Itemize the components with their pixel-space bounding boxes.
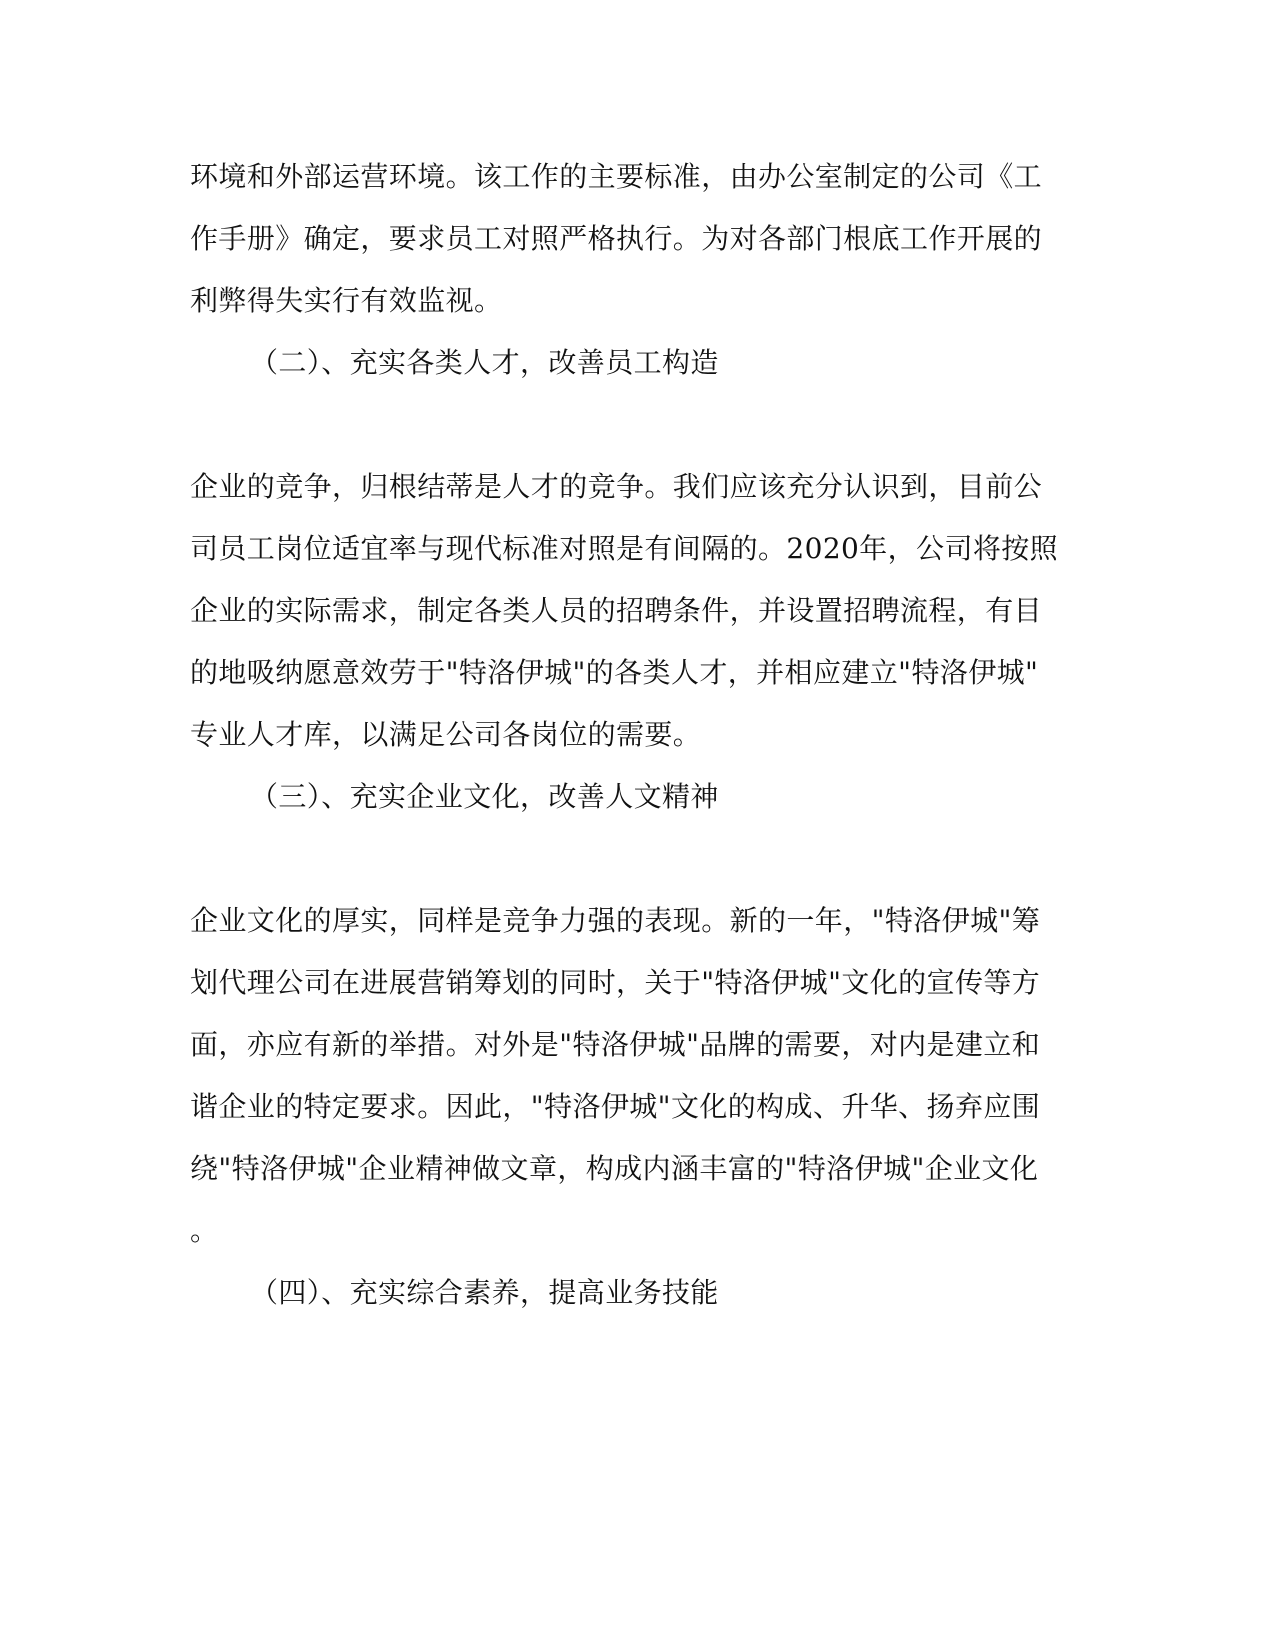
paragraph-line: 绕"特洛伊城"企业精神做文章，构成内涵丰富的"特洛伊城"企业文化 — [190, 1152, 1039, 1185]
paragraph-line: 专业人才库，以满足公司各岗位的需要。 — [190, 718, 702, 751]
paragraph-line: 司员工岗位适宜率与现代标准对照是有间隔的。2020年，公司将按照 — [190, 532, 1059, 565]
paragraph-line: 的地吸纳愿意效劳于"特洛伊城"的各类人才，并相应建立"特洛伊城" — [190, 656, 1039, 689]
section-heading-3: （三）、充实企业文化，改善人文精神 — [250, 780, 719, 813]
paragraph-line: 企业的实际需求，制定各类人员的招聘条件，并设置招聘流程，有目 — [190, 594, 1043, 627]
paragraph-line: 。 — [190, 1214, 219, 1247]
paragraph-line: 利弊得失实行有效监视。 — [190, 284, 503, 317]
section-heading-4: （四）、充实综合素养，提高业务技能 — [250, 1276, 719, 1309]
paragraph-line: 环境和外部运营环境。该工作的主要标准，由办公室制定的公司《工 — [190, 160, 1043, 193]
paragraph-line: 企业文化的厚实，同样是竞争力强的表现。新的一年，"特洛伊城"筹 — [190, 904, 1041, 937]
paragraph-line: 作手册》确定，要求员工对照严格执行。为对各部门根底工作开展的 — [190, 222, 1043, 255]
paragraph-line: 面，亦应有新的举措。对外是"特洛伊城"品牌的需要，对内是建立和 — [190, 1028, 1041, 1061]
paragraph-line: 划代理公司在进展营销筹划的同时，关于"特洛伊城"文化的宣传等方 — [190, 966, 1041, 999]
section-heading-2: （二）、充实各类人才，改善员工构造 — [250, 346, 719, 379]
paragraph-line: 企业的竞争，归根结蒂是人才的竞争。我们应该充分认识到，目前公 — [190, 470, 1043, 503]
paragraph-line: 谐企业的特定要求。因此，"特洛伊城"文化的构成、升华、扬弃应围 — [190, 1090, 1041, 1123]
